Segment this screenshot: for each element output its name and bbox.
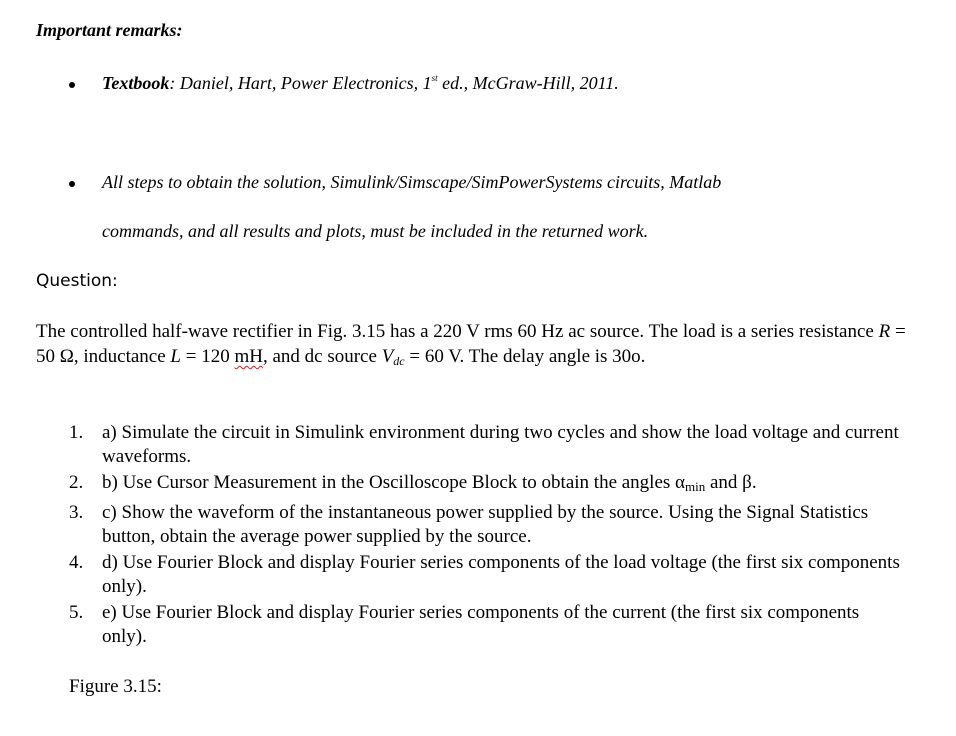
textbook-edition-sup: st (431, 73, 438, 83)
textbook-label: Textbook (102, 73, 170, 93)
question-label: Question: (36, 271, 118, 291)
textbook-remark (102, 73, 619, 94)
list-item: 4. d) Use Fourier Block and display Fourier series components of the load voltage (the first six components only). (69, 552, 900, 597)
textbook-text: : Daniel, Hart, Power Electronics, 1 (169, 73, 432, 93)
list-item: 1. a) Simulate the circuit in Simulink environment during two cycles and show the load voltage and current waveforms. (69, 422, 899, 467)
figure-label: Figure 3.15: (69, 676, 162, 697)
list-item: 3. c) Show the waveform of the instantaneous power supplied by the source. Using the Signal Statistics button, obtain the average power supplied by the source. (69, 502, 869, 547)
steps-remark-line1: All steps to obtain the solution, Simulink/Simscape/SimPowerSystems circuits, Matlab (102, 172, 722, 192)
list-item: 2. b) Use Cursor Measurement in the Oscilloscope Block to obtain the angles αmin and β. (69, 472, 757, 494)
spellcheck-mark: mH (234, 346, 263, 367)
question-paragraph: The controlled half-wave rectifier in Fig. 3.15 has a 220 V rms 60 Hz ac source. The load is a series resistance R = 50 Ω, inductance L = 120 mH, and dc source $V_{dc} = 60$ V. The delay angle is 30o. (36, 321, 906, 368)
steps-remark-line2: commands, and all results and plots, must be included in the returned work. (102, 221, 649, 241)
list-item: 5. e) Use Fourier Block and display Fourier series components of the current (the first six components only). (69, 602, 860, 647)
remarks-title: Important remarks: (36, 20, 183, 40)
textbook-rest: ed., McGraw-Hill, 2011. (437, 73, 619, 93)
bullet-icon (69, 181, 75, 187)
bullet-icon (69, 82, 75, 88)
task-list (62, 421, 902, 651)
